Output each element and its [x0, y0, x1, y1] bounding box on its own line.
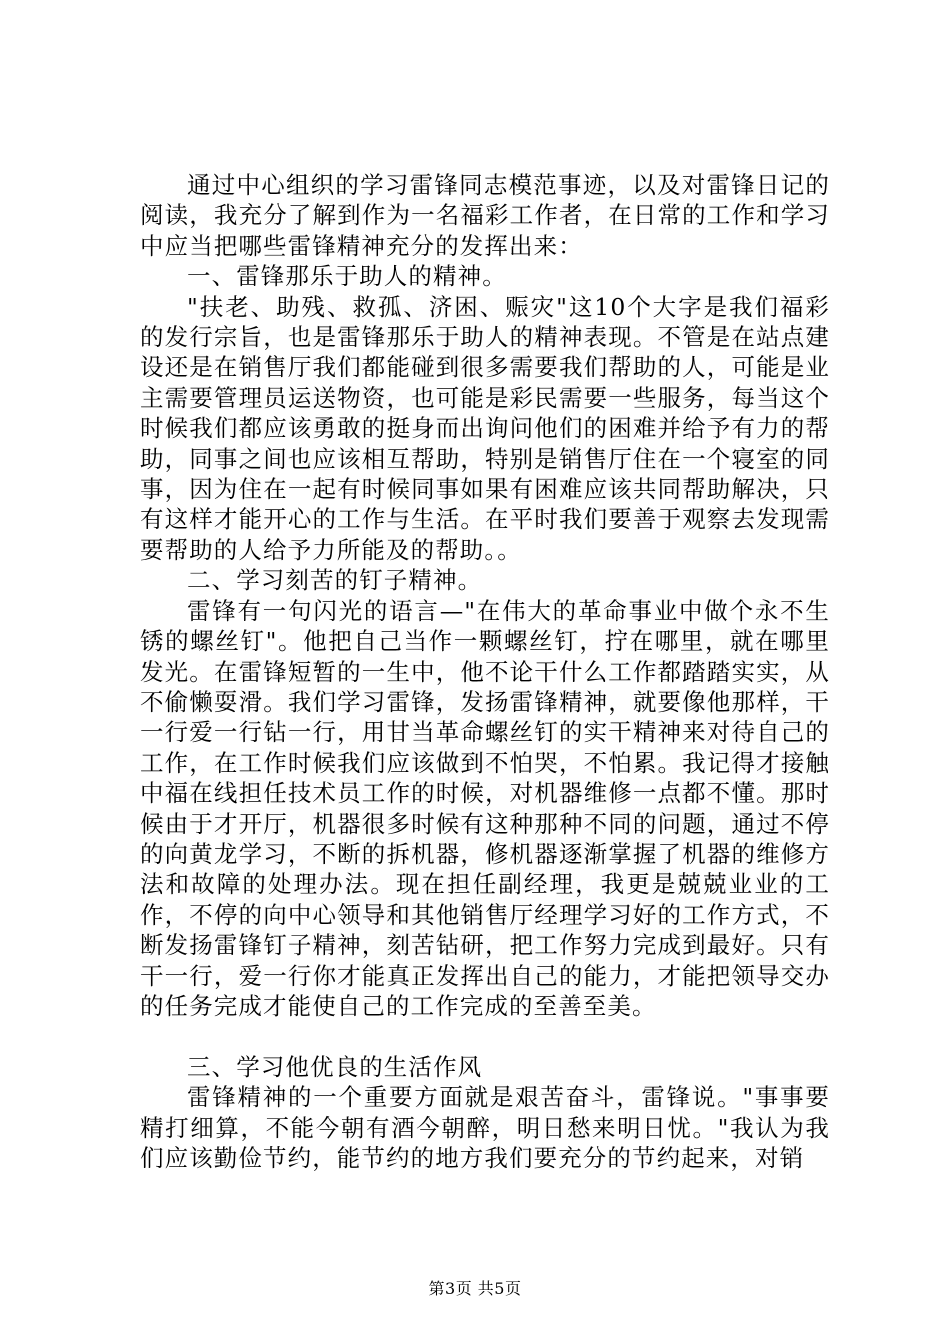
paragraph-intro: 通过中心组织的学习雷锋同志模范事迹，以及对雷锋日记的阅读，我充分了解到作为一名福彩工作者，在日常的工作和学习中应当把哪些雷锋精神充分的发挥出来： — [140, 171, 830, 260]
section-heading-2: 二、学习刻苦的钉子精神。 — [187, 566, 483, 595]
paragraph-frugal-living: 雷锋精神的一个重要方面就是艰苦奋斗，雷锋说。"事事要精打细算，不能今朝有酒今朝醉，明日愁来明日忧。"我认为我们应该勤俭节约，能节约的地方我们要充分的节约起来，对销 — [140, 1083, 830, 1172]
document-body — [140, 170, 830, 1173]
paragraph-helping-others: "扶老、助残、救孤、济困、赈灾"这10个大字是我们福彩的发行宗旨，也是雷锋那乐于助人的精神表现。不管是在站点建设还是在销售厅我们都能碰到很多需要我们帮助的人，可能是业主需要管理员运送物资，也可能是彩民需要一些服务，每当这个时候我们都应该勇敢的挺身而出询问他们的困难并给予有力的帮助，同事之间也应该相互帮助，特别是销售厅住在一个寝室的同事，因为住在一起有时候同事如果有困难应该共同帮助解决，只有这样才能开心的工作与生活。在平时我们要善于观察去发现需要帮助的人给予力所能及的帮助。。 — [140, 292, 830, 564]
section-heading-3: 三、学习他优良的生活作风 — [187, 1052, 483, 1081]
paragraph-screw-spirit: 雷锋有一句闪光的语言—"在伟大的革命事业中做个永不生锈的螺丝钉"。他把自己当作一颗螺丝钉，拧在哪里，就在哪里发光。在雷锋短暂的一生中，他不论干什么工作都踏踏实实，从不偷懒耍滑。我们学习雷锋，发扬雷锋精神，就要像他那样，干一行爱一行钻一行，用甘当革命螺丝钉的实干精神来对待自己的工作，在工作时候我们应该做到不怕哭，不怕累。我记得才接触中福在线担任技术员工作的时候，对机器维修一点都不懂。那时候由于才开厅，机器很多时候有这种那种不同的问题，通过不停的向黄龙学习，不断的拆机器，修机器逐渐掌握了机器的维修方法和故障的处理办法。现在担任副经理，我更是兢兢业业的工作，不停的向中心领导和其他销售厅经理学习好的工作方式，不断发扬雷锋钉子精神，刻苦钻研，把工作努力完成到最好。只有干一行，爱一行你才能真正发挥出自己的能力，才能把领导交办的任务完成才能使自己的工作完成的至善至美。 — [140, 596, 830, 1020]
page-footer: 第3页 共5页 — [428, 1279, 522, 1298]
section-heading-1: 一、雷锋那乐于助人的精神。 — [187, 262, 507, 291]
